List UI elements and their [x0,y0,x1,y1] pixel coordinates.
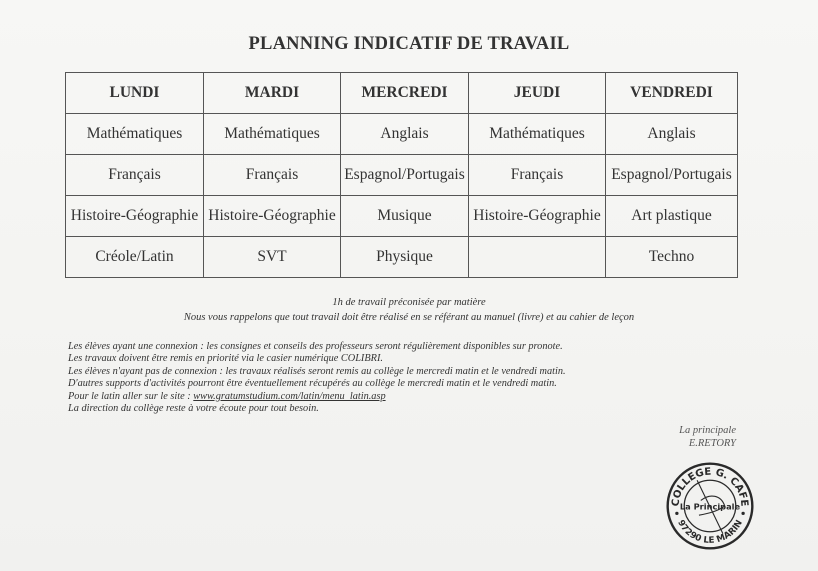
table-row [66,155,738,196]
header-cell: MARDI [204,73,341,114]
header-cell: JEUDI [469,73,606,114]
stamp-bottom-text: 97290 LE MARIN [675,518,745,546]
latin-site-link[interactable]: www.gratumstudium.com/latin/menu_latin.asp [193,390,386,402]
table-cell [469,237,606,278]
stamp-top-text: COLLEGE G. CAFE [670,466,750,507]
page-title: PLANNING INDICATIF DE TRAVAIL [248,34,570,54]
table-cell: Musique [341,196,469,237]
table-cell: Techno [606,237,738,278]
stamp-dot [741,512,744,515]
header-cell: VENDREDI [606,73,738,114]
note-line: Les élèves n'ayant pas de connexion : les travaux réalisés seront remis au collège le mercredi matin et le vendredi matin. [68,365,566,377]
table-header-row [66,73,738,114]
table-cell: Français [66,155,204,196]
note-line: La direction du collège reste à votre écoute pour tout besoin. [68,403,319,415]
table-cell: Histoire-Géographie [66,196,204,237]
signature-role: La principale [679,425,736,436]
signature-name: E.RETORY [688,438,736,449]
table-cell: Espagnol/Portugais [606,155,738,196]
schedule-table [65,72,738,278]
table-cell: Histoire-Géographie [204,196,341,237]
table-cell: Histoire-Géographie [469,196,606,237]
table-cell: SVT [204,237,341,278]
intro-line-2: Nous vous rappelons que tout travail doit être réalisé en se référant au manuel (livre) et au cahier de leçon [183,312,635,323]
table-cell: Physique [341,237,469,278]
table-cell: Mathématiques [66,114,204,155]
table-cell: Français [204,155,341,196]
table-cell: Mathématiques [469,114,606,155]
table-cell: Espagnol/Portugais [341,155,469,196]
table-cell: Anglais [606,114,738,155]
note-line: Les travaux doivent être remis en priorité via le casier numérique COLIBRI. [68,353,383,365]
note-line [68,391,768,403]
table-cell: Anglais [341,114,469,155]
note-line: Les élèves ayant une connexion : les consignes et conseils des professeurs seront régulièrement disponibles sur pronote. [68,341,563,352]
intro-line-1: 1h de travail préconisée par matière [332,297,486,308]
table-cell: Créole/Latin [66,237,204,278]
table-row [66,237,738,278]
table-row [66,196,738,237]
header-cell: LUNDI [66,73,204,114]
note-line: D'autres supports d'activités pourront être éventuellement récupérés au collège le mercredi matin et le vendredi matin. [68,378,557,390]
header-cell: MERCREDI [341,73,469,114]
table-cell: Mathématiques [204,114,341,155]
notes-block [68,341,768,415]
stamp-dot [675,512,678,515]
note-line-prefix: Pour le latin aller sur le site : [68,390,194,402]
table-row [66,114,738,155]
school-stamp [664,460,756,552]
table-cell: Art plastique [606,196,738,237]
table-cell: Français [469,155,606,196]
stamp-center-text: La Principale [679,501,741,512]
